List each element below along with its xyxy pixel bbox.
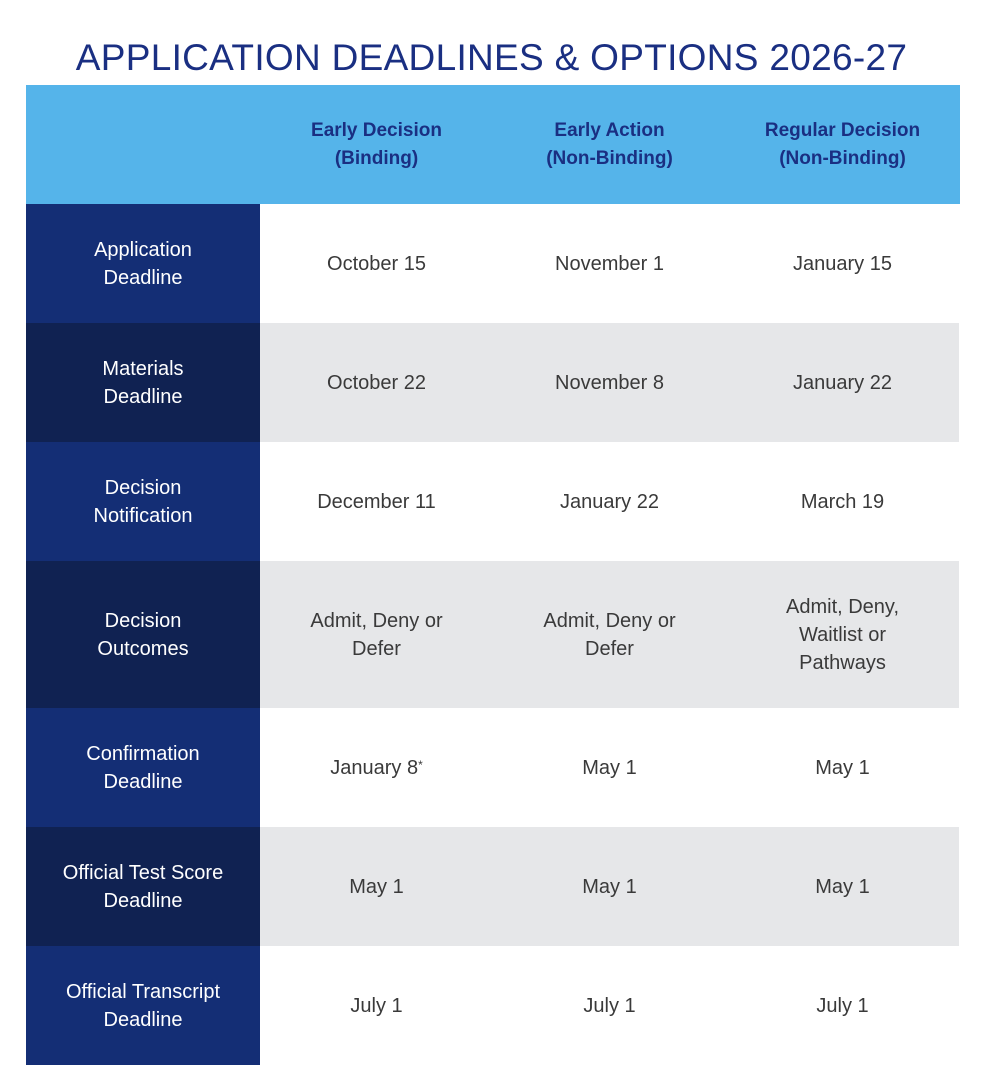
- table-cell: October 15: [260, 204, 493, 323]
- row-label: Decision Notification: [26, 442, 260, 561]
- table-cell: May 1: [493, 708, 726, 827]
- row-label: Decision Outcomes: [26, 561, 260, 708]
- header-corner-cell: [26, 85, 260, 204]
- table-cell: November 1: [493, 204, 726, 323]
- row-label: Confirmation Deadline: [26, 708, 260, 827]
- table-cell: November 8: [493, 323, 726, 442]
- table-cell: July 1: [493, 946, 726, 1065]
- table-cell: July 1: [260, 946, 493, 1065]
- row-label: Official Test Score Deadline: [26, 827, 260, 946]
- table-row-transcript-deadline: [26, 946, 960, 1065]
- table-cell: May 1: [726, 827, 959, 946]
- table-cell: Admit, Deny or Defer: [260, 561, 493, 708]
- row-label: Materials Deadline: [26, 323, 260, 442]
- header-regular-decision: Regular Decision (Non-Binding): [764, 119, 921, 169]
- table-cell: March 19: [726, 442, 959, 561]
- table-cell: May 1: [726, 708, 959, 827]
- table-cell: January 22: [726, 323, 959, 442]
- table-row-decision-outcomes: [26, 561, 960, 708]
- table-cell: January 15: [726, 204, 959, 323]
- table-row-materials-deadline: [26, 323, 960, 442]
- table-row-test-score-deadline: [26, 827, 960, 946]
- table-cell-with-footnote: January 8 *: [260, 708, 493, 827]
- table-row-application-deadline: [26, 204, 960, 323]
- header-early-decision: Early Decision (Binding): [311, 119, 442, 169]
- table-cell: January 22: [493, 442, 726, 561]
- table-row-confirmation-deadline: [26, 708, 960, 827]
- header-early-action: Early Action (Non-Binding): [546, 119, 673, 169]
- table-row-decision-notification: [26, 442, 960, 561]
- row-label: Official Transcript Deadline: [26, 946, 260, 1065]
- table-cell: December 11: [260, 442, 493, 561]
- table-header-row: [26, 85, 960, 204]
- row-label: Application Deadline: [26, 204, 260, 323]
- page-title: APPLICATION DEADLINES & OPTIONS 2026-27: [75, 36, 908, 78]
- cell-text: January 8: [330, 756, 419, 779]
- table-cell: Admit, Deny, Waitlist or Pathways: [726, 561, 959, 708]
- table-cell: May 1: [493, 827, 726, 946]
- deadlines-table: [26, 85, 960, 1065]
- table-cell: October 22: [260, 323, 493, 442]
- table-cell: May 1: [260, 827, 493, 946]
- table-cell: July 1: [726, 946, 959, 1065]
- table-cell: Admit, Deny or Defer: [493, 561, 726, 708]
